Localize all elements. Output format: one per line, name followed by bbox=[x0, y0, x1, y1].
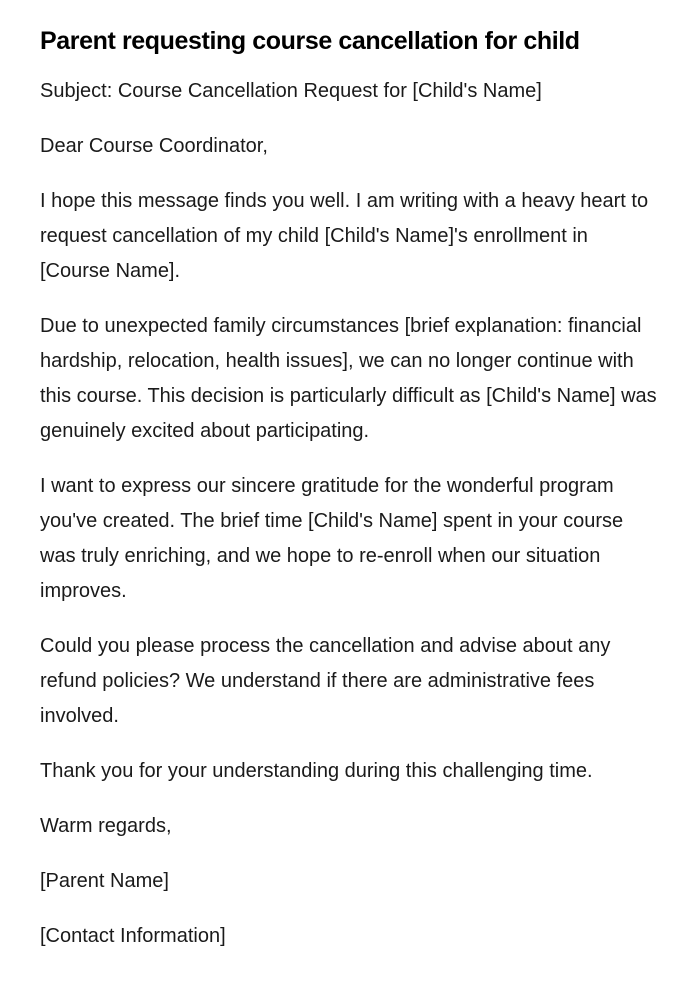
letter-closing: Warm regards, bbox=[40, 815, 172, 837]
signature-name: [Parent Name] bbox=[40, 870, 169, 892]
letter-paragraph-intro: I hope this message finds you well. I am writing with a heavy heart to request cancellation of my child [Child's Name]'s enrollment in [Course Name]. bbox=[40, 190, 649, 282]
signature-contact: [Contact Information] bbox=[40, 925, 226, 947]
letter-subject: Subject: Course Cancellation Request for [Child's Name] bbox=[40, 80, 542, 102]
page-title: Parent requesting course cancellation for child bbox=[40, 27, 580, 55]
letter-paragraph-request: Could you please process the cancellation and advise about any refund policies? We understand if there are administrative fees involved. bbox=[40, 635, 611, 727]
letter-paragraph-thanks: Thank you for your understanding during this challenging time. bbox=[40, 760, 593, 782]
letter-salutation: Dear Course Coordinator, bbox=[40, 135, 268, 157]
letter-paragraph-reason: Due to unexpected family circumstances [brief explanation: financial hardship, relocation, health issues], we can no longer continue with this course. This decision is particularly difficult as [Child's Name] was genuinely excited about participating. bbox=[40, 315, 657, 442]
letter-paragraph-gratitude: I want to express our sincere gratitude for the wonderful program you've created. The brief time [Child's Name] spent in your course was truly enriching, and we hope to re-enroll when our situation improves. bbox=[40, 475, 624, 602]
